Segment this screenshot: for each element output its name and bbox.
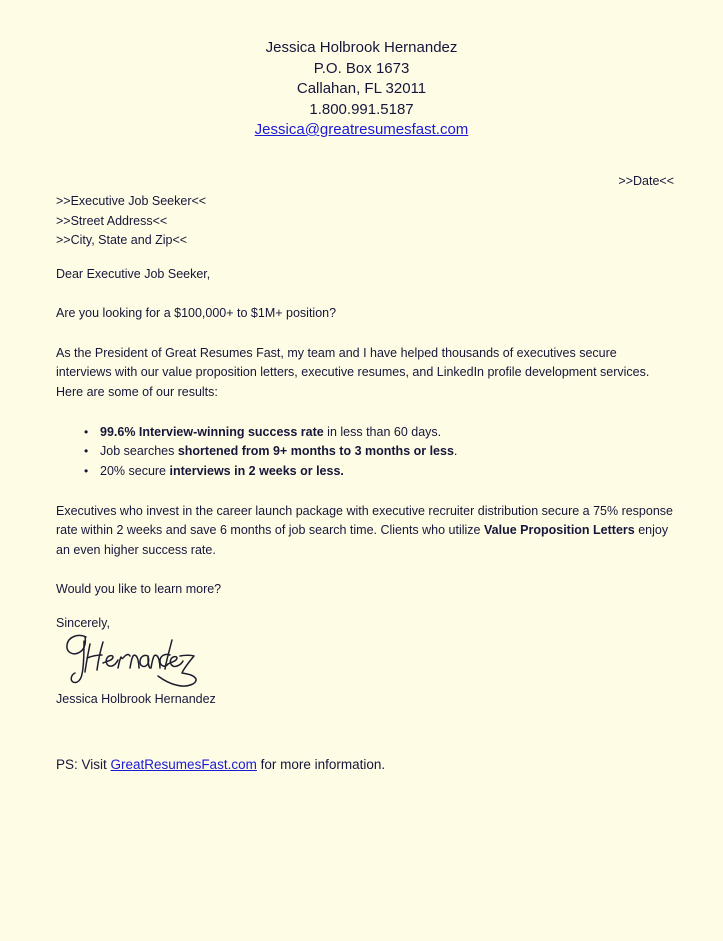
bullet-icon: •: [84, 444, 89, 459]
body-paragraph-4: Would you like to learn more?: [56, 582, 222, 597]
bullet-1-rest: in less than 60 days.: [323, 424, 442, 439]
letter-body: [56, 265, 674, 600]
list-item: [56, 442, 674, 462]
postscript-prefix: PS: Visit: [56, 757, 111, 772]
paragraph-3-part-1: Executives who invest in the career launch package with executive recruiter distribution secure a 75% response rate within 2 weeks and save 6 months of job search time. Clients who utilize: [56, 503, 673, 538]
paragraph-3-part-2: enjoy an even higher success rate.: [56, 523, 669, 558]
bullet-icon: •: [84, 464, 89, 479]
closing-sincerely: Sincerely,: [56, 616, 110, 630]
body-paragraph-1: Are you looking for a $100,000+ to $1M+ position?: [56, 306, 337, 321]
body-paragraph-3: [56, 502, 674, 561]
recipient-line-3: >>City, State and Zip<<: [56, 233, 188, 248]
letterhead-email-link[interactable]: Jessica@greatresumesfast.com: [254, 121, 469, 138]
bullet-1-bold: 99.6% Interview-winning success rate: [100, 424, 324, 439]
postscript-website-link[interactable]: GreatResumesFast.com: [110, 757, 257, 772]
signer-name: Jessica Holbrook Hernandez: [56, 692, 216, 706]
letterhead-name: Jessica Holbrook Hernandez: [265, 39, 458, 56]
recipient-line-2: >>Street Address<<: [56, 213, 168, 228]
bullet-2-rest: .: [453, 444, 458, 459]
results-list: [56, 423, 674, 482]
body-paragraph-2: As the President of Great Resumes Fast, my team and I have helped thousands of executives secure interviews with our value proposition letters, executive resumes, and LinkedIn profile development services. Here are some of our results:: [56, 345, 650, 400]
letterhead: [0, 38, 723, 141]
list-item: [56, 423, 674, 443]
letterhead-po-box: P.O. Box 1673: [313, 59, 410, 77]
paragraph-3-bold: Value Proposition Letters: [484, 523, 635, 538]
postscript: [56, 755, 385, 775]
bullet-2-lead: Job searches: [100, 444, 178, 459]
letterhead-phone: 1.800.991.5187: [309, 100, 414, 118]
list-item: [56, 462, 674, 482]
bullet-icon: •: [84, 424, 89, 439]
bullet-3-bold: interviews in 2 weeks or less.: [169, 464, 344, 479]
salutation: Dear Executive Job Seeker,: [56, 267, 211, 281]
letterhead-city-state-zip: Callahan, FL 32011: [296, 80, 427, 97]
bullet-2-bold: shortened from 9+ months to 3 months or less: [177, 444, 454, 459]
signature-image: [56, 628, 206, 690]
postscript-suffix: for more information.: [256, 757, 386, 772]
recipient-line-1: >>Executive Job Seeker<<: [56, 194, 207, 208]
date-placeholder: >>Date<<: [618, 174, 674, 188]
recipient-address-block: [56, 192, 206, 251]
bullet-3-lead: 20% secure: [100, 464, 170, 479]
